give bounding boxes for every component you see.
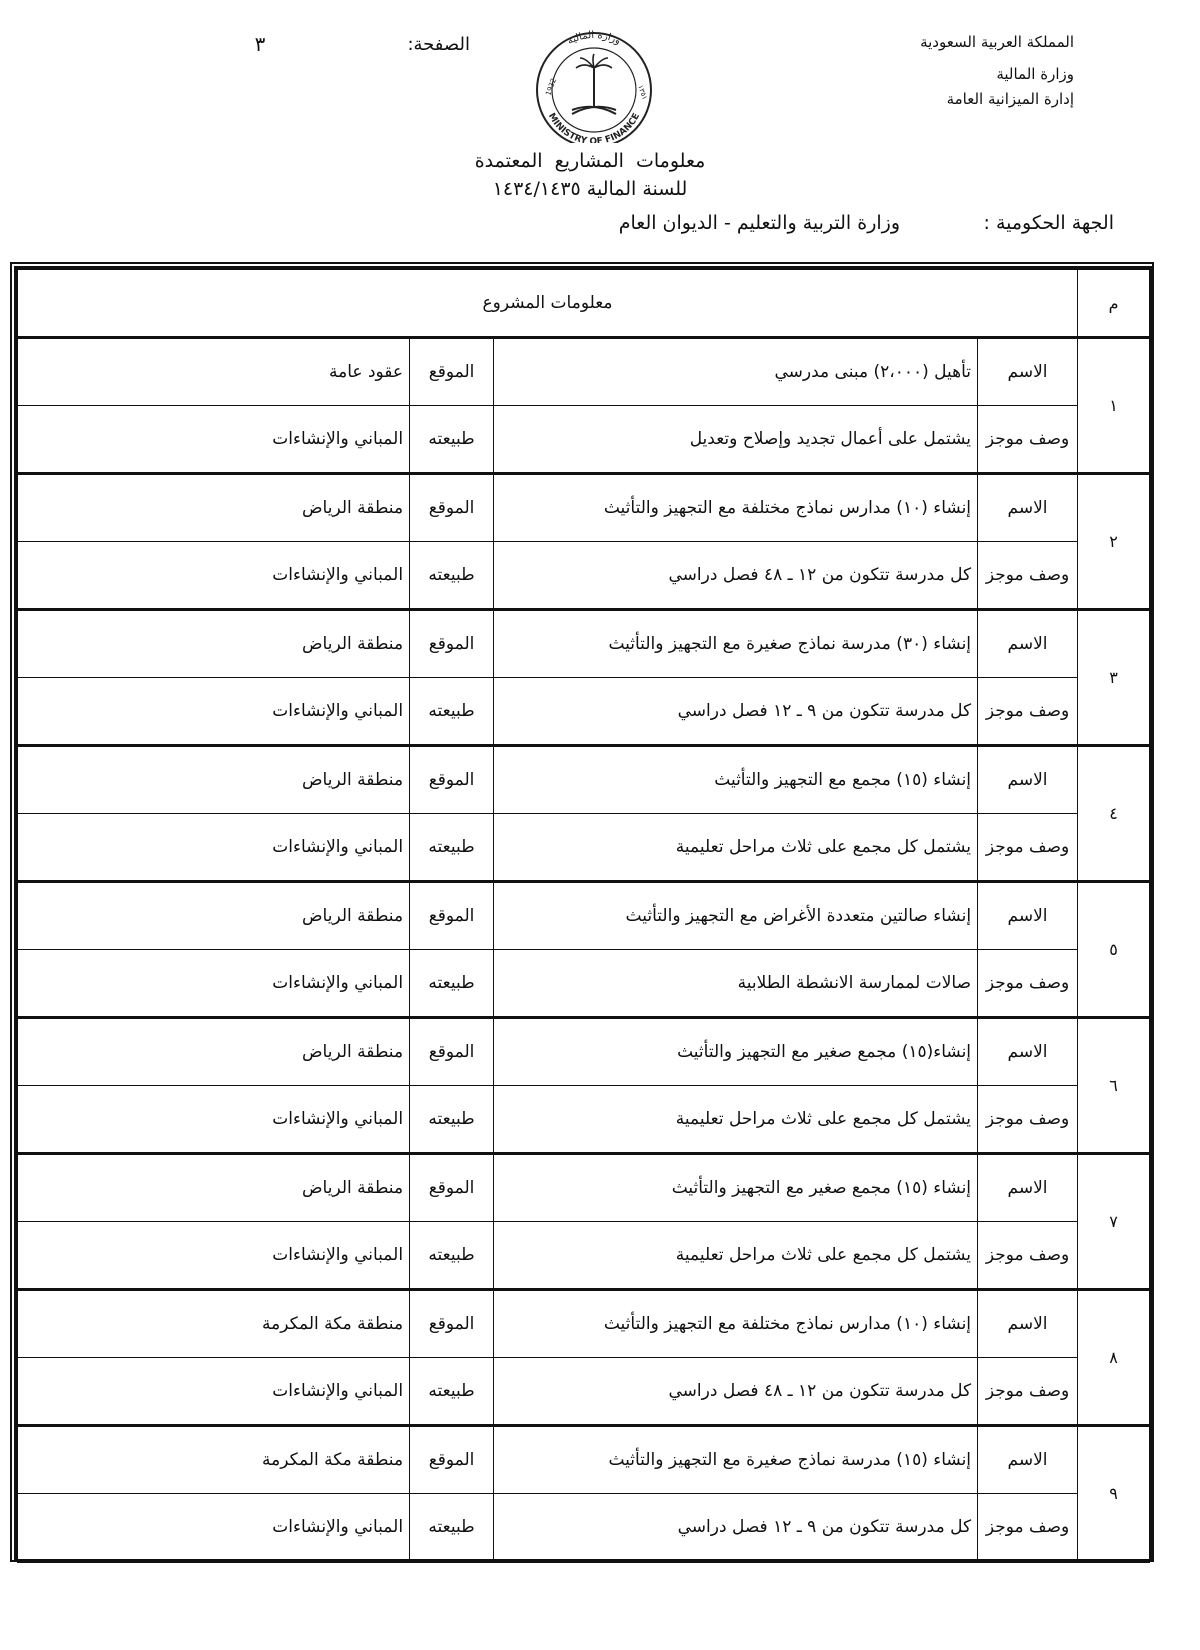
project-location: منطقة الرياض (18, 610, 410, 678)
project-description: كل مدرسة تتكون من ٩ ـ ١٢ فصل دراسي (494, 1494, 978, 1562)
label-description: وصف موجز (978, 1222, 1078, 1290)
project-location: منطقة مكة المكرمة (18, 1290, 410, 1358)
label-nature: طبيعته (410, 678, 494, 746)
project-nature: المباني والإنشاءات (18, 678, 410, 746)
label-location: الموقع (410, 1154, 494, 1222)
label-description: وصف موجز (978, 406, 1078, 474)
label-name: الاسم (978, 474, 1078, 542)
label-description: وصف موجز (978, 1358, 1078, 1426)
kingdom-name: المملكة العربية السعودية (920, 33, 1074, 51)
label-location: الموقع (410, 1018, 494, 1086)
seal-year-right: ١٣٥١ (636, 83, 649, 101)
department-name: إدارة الميزانية العامة (946, 90, 1074, 108)
project-row-name (18, 474, 1150, 542)
palm-swords-emblem (572, 54, 616, 114)
project-row-description (18, 1086, 1150, 1154)
entity-label: الجهة الحكومية : (983, 212, 1114, 234)
project-description: كل مدرسة تتكون من ٩ ـ ١٢ فصل دراسي (494, 678, 978, 746)
project-description: كل مدرسة تتكون من ١٢ ـ ٤٨ فصل دراسي (494, 542, 978, 610)
label-location: الموقع (410, 1290, 494, 1358)
svg-text:MINISTRY OF FINANCE (546, 112, 642, 143)
project-row-description (18, 406, 1150, 474)
project-nature: المباني والإنشاءات (18, 814, 410, 882)
label-location: الموقع (410, 1426, 494, 1494)
project-nature: المباني والإنشاءات (18, 1222, 410, 1290)
project-row-name (18, 1426, 1150, 1494)
label-name: الاسم (978, 338, 1078, 406)
svg-text:وزارة المالية (566, 30, 623, 47)
project-row-name (18, 1018, 1150, 1086)
seal-arabic-text: وزارة المالية (565, 29, 623, 47)
label-nature: طبيعته (410, 814, 494, 882)
label-nature: طبيعته (410, 1222, 494, 1290)
project-row-name (18, 610, 1150, 678)
project-number: ٥ (1078, 882, 1150, 1018)
project-row-description (18, 1494, 1150, 1562)
label-nature: طبيعته (410, 406, 494, 474)
project-row-description (18, 950, 1150, 1018)
label-description: وصف موجز (978, 1086, 1078, 1154)
project-number: ٩ (1078, 1426, 1150, 1562)
label-nature: طبيعته (410, 542, 494, 610)
project-row-description (18, 542, 1150, 610)
label-location: الموقع (410, 338, 494, 406)
project-name: إنشاء (٣٠) مدرسة نماذج صغيرة مع التجهيز والتأثيث (494, 610, 978, 678)
label-description: وصف موجز (978, 950, 1078, 1018)
project-number: ٦ (1078, 1018, 1150, 1154)
label-description: وصف موجز (978, 814, 1078, 882)
entity-value: وزارة التربية والتعليم - الديوان العام (618, 212, 900, 234)
label-name: الاسم (978, 1154, 1078, 1222)
project-name: إنشاء (١٥) مجمع صغير مع التجهيز والتأثيث (494, 1154, 978, 1222)
project-row-name (18, 746, 1150, 814)
ministry-name: وزارة المالية (996, 65, 1074, 83)
project-description: يشتمل كل مجمع على ثلاث مراحل تعليمية (494, 814, 978, 882)
label-name: الاسم (978, 1426, 1078, 1494)
project-name: إنشاء(١٥) مجمع صغير مع التجهيز والتأثيث (494, 1018, 978, 1086)
header-number: م (1078, 270, 1150, 338)
project-location: منطقة الرياض (18, 1154, 410, 1222)
project-number: ٨ (1078, 1290, 1150, 1426)
project-name: إنشاء (١٥) مجمع مع التجهيز والتأثيث (494, 746, 978, 814)
label-name: الاسم (978, 882, 1078, 950)
project-row-name (18, 338, 1150, 406)
page-number: ٣ (254, 32, 266, 56)
project-number: ٢ (1078, 474, 1150, 610)
label-name: الاسم (978, 1018, 1078, 1086)
project-row-name (18, 882, 1150, 950)
project-name: إنشاء (١٥) مدرسة نماذج صغيرة مع التجهيز والتأثيث (494, 1426, 978, 1494)
label-location: الموقع (410, 474, 494, 542)
project-location: منطقة الرياض (18, 746, 410, 814)
project-number: ٧ (1078, 1154, 1150, 1290)
report-title: معلومات المشاريع المعتمدة (474, 150, 706, 172)
project-nature: المباني والإنشاءات (18, 406, 410, 474)
project-row-description (18, 1358, 1150, 1426)
label-nature: طبيعته (410, 1358, 494, 1426)
project-row-description (18, 814, 1150, 882)
header-project-info: معلومات المشروع (18, 270, 1078, 338)
project-name: إنشاء (١٠) مدارس نماذج مختلفة مع التجهيز والتأثيث (494, 1290, 978, 1358)
project-location: منطقة الرياض (18, 474, 410, 542)
fiscal-year: للسنة المالية ١٤٣٤/١٤٣٥ (492, 178, 688, 200)
label-name: الاسم (978, 1290, 1078, 1358)
label-location: الموقع (410, 610, 494, 678)
seal-year-left: 1932 (544, 77, 558, 97)
project-row-description (18, 678, 1150, 746)
project-location: منطقة الرياض (18, 1018, 410, 1086)
project-location: منطقة مكة المكرمة (18, 1426, 410, 1494)
label-location: الموقع (410, 746, 494, 814)
project-description: صالات لممارسة الانشطة الطلابية (494, 950, 978, 1018)
project-row-name (18, 1290, 1150, 1358)
project-description: يشتمل كل مجمع على ثلاث مراحل تعليمية (494, 1086, 978, 1154)
project-row-name (18, 1154, 1150, 1222)
table-header-row (18, 270, 1150, 338)
seal-english-text: MINISTRY OF FINANCE (545, 111, 643, 143)
project-nature: المباني والإنشاءات (18, 542, 410, 610)
label-location: الموقع (410, 882, 494, 950)
project-number: ١ (1078, 338, 1150, 474)
project-location: منطقة الرياض (18, 882, 410, 950)
project-name: إنشاء صالتين متعددة الأغراض مع التجهيز والتأثيث (494, 882, 978, 950)
project-description: كل مدرسة تتكون من ١٢ ـ ٤٨ فصل دراسي (494, 1358, 978, 1426)
project-location: عقود عامة (18, 338, 410, 406)
project-number: ٤ (1078, 746, 1150, 882)
ministry-seal (520, 28, 668, 143)
label-name: الاسم (978, 610, 1078, 678)
project-description: يشتمل كل مجمع على ثلاث مراحل تعليمية (494, 1222, 978, 1290)
project-nature: المباني والإنشاءات (18, 1494, 410, 1562)
project-name: إنشاء (١٠) مدارس نماذج مختلفة مع التجهيز والتأثيث (494, 474, 978, 542)
project-number: ٣ (1078, 610, 1150, 746)
project-name: تأهيل (٢،٠٠٠) مبنى مدرسي (494, 338, 978, 406)
project-nature: المباني والإنشاءات (18, 950, 410, 1018)
project-nature: المباني والإنشاءات (18, 1086, 410, 1154)
label-nature: طبيعته (410, 950, 494, 1018)
label-nature: طبيعته (410, 1494, 494, 1562)
projects-table (17, 269, 1150, 1563)
label-description: وصف موجز (978, 542, 1078, 610)
label-nature: طبيعته (410, 1086, 494, 1154)
label-description: وصف موجز (978, 1494, 1078, 1562)
page-label: الصفحة: (407, 34, 470, 55)
label-name: الاسم (978, 746, 1078, 814)
project-row-description (18, 1222, 1150, 1290)
label-description: وصف موجز (978, 678, 1078, 746)
project-nature: المباني والإنشاءات (18, 1358, 410, 1426)
project-description: يشتمل على أعمال تجديد وإصلاح وتعديل (494, 406, 978, 474)
